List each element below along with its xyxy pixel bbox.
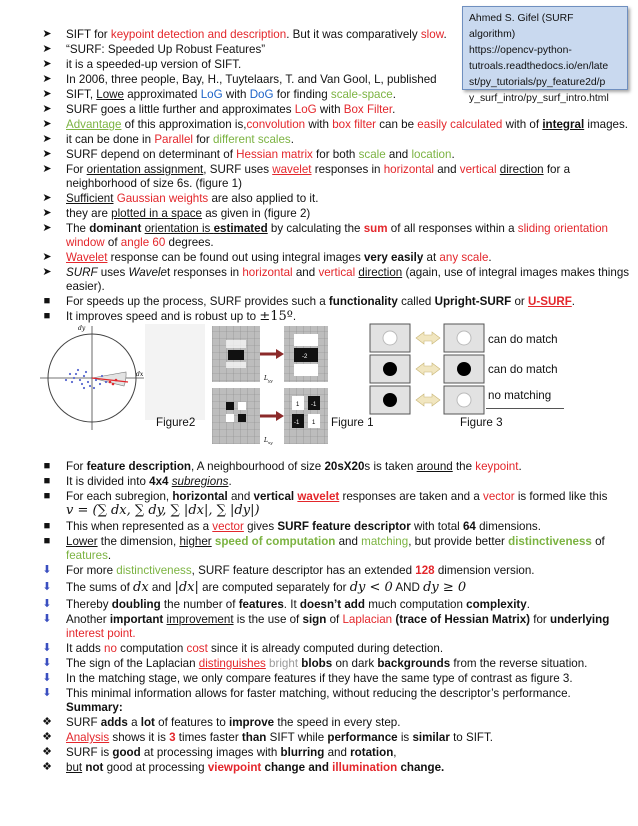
axis-label-dy: dy xyxy=(78,325,86,332)
arrow-bullet-icon: ➤ xyxy=(42,118,52,130)
list-item: SURF adds a lot of features to improve the speed in every step. xyxy=(66,716,401,729)
kernel-light-spot xyxy=(238,402,246,410)
dark-blob-icon xyxy=(383,393,397,407)
dark-blob-icon xyxy=(383,362,397,376)
arrow-right-icon xyxy=(276,349,284,359)
list-item: it can be done in Parallel for different scales. xyxy=(66,133,294,146)
gaussian-xy-kernel xyxy=(212,388,260,444)
list-item: SURF depend on determinant of Hessian matrix for both scale and location. xyxy=(66,148,455,161)
list-item: It improves speed and is robust up to ±15º. xyxy=(66,309,297,324)
kernel-light-spot xyxy=(226,414,234,422)
list-item: For each subregion, horizontal and vertical wavelet responses are taken and a vector is formed like this xyxy=(66,490,608,503)
filter-value: -1 xyxy=(311,402,317,408)
list-item: This minimal information allows for faster matching, without reducing the descriptor’s performance. xyxy=(66,687,571,700)
list-item: SIFT, Lowe approximated LoG with DoG for finding scale-space. xyxy=(66,88,396,101)
arrow-bullet-icon: ➤ xyxy=(42,163,52,175)
box-region xyxy=(294,364,318,376)
list-item: The sums of dx and |dx| are computed separately for dy < 0 AND dy ≥ 0 xyxy=(66,580,467,595)
match-row xyxy=(370,386,484,414)
list-item: Wavelet response can be found out using integral images very easily at any scale. xyxy=(66,251,492,264)
diamond-bullet-icon: ❖ xyxy=(42,731,52,743)
arrow-bullet-icon: ➤ xyxy=(42,73,52,85)
match-label: no matching xyxy=(488,389,552,402)
list-item: The sign of the Laplacian distinguishes bright blobs on dark backgrounds from the reverse situation. xyxy=(66,657,588,670)
figure3-caption: Figure 3 xyxy=(460,416,503,429)
list-item: SURF is good at processing images with blurring and rotation, xyxy=(66,746,397,759)
kernel-light-band xyxy=(226,340,246,348)
blank-figure-panel xyxy=(145,324,205,420)
filter-value: 1 xyxy=(296,402,300,408)
arrow-bullet-icon: ➤ xyxy=(42,207,52,219)
square-bullet-icon: ■ xyxy=(43,490,51,502)
arrow-bullet-icon: ➤ xyxy=(42,88,52,100)
list-item-continuation: features. xyxy=(66,549,112,562)
list-item: This when represented as a vector gives SURF feature descriptor with total 64 dimensions. xyxy=(66,520,541,533)
note-line: st/py_tutorials/py_feature2d/p xyxy=(469,77,606,88)
list-item: For more distinctiveness, SURF feature descriptor has an extended 128 dimension version. xyxy=(66,564,535,577)
arrow-down-bullet-icon: ⬇ xyxy=(42,598,52,610)
arrow-bullet-icon: ➤ xyxy=(42,266,52,278)
list-item: Advantage of this approximation is,convolution with box filter can be easily calculated with of integral images. xyxy=(66,118,629,131)
arrow-bullet-icon: ➤ xyxy=(42,192,52,204)
arrow-down-bullet-icon: ⬇ xyxy=(42,657,52,669)
list-item: Analysis shows it is 3 times faster than SIFT while performance is similar to SIFT. xyxy=(66,731,494,744)
match-label: can do match xyxy=(488,363,558,376)
square-bullet-icon: ■ xyxy=(43,475,51,487)
list-item: Another important improvement is the use of sign of Laplacian (trace of Hessian Matrix) for underlying xyxy=(66,613,610,626)
list-item: SIFT for keypoint detection and description. But it was comparatively slow. xyxy=(66,28,447,41)
list-item: Thereby doubling the number of features. It doesn’t add much computation complexity. xyxy=(66,598,530,611)
arrow-bullet-icon: ➤ xyxy=(42,43,52,55)
list-item-continuation: easier). xyxy=(66,280,105,293)
list-item: but not good at processing viewpoint change and illumination change. xyxy=(66,761,445,774)
diamond-bullet-icon: ❖ xyxy=(42,761,52,773)
list-item: Lower the dimension, higher speed of computation and matching, but provide better distinctiveness of xyxy=(66,535,605,548)
double-arrow-icon xyxy=(416,363,440,375)
list-item: The dominant orientation is estimated by calculating the sum of all responses within a sliding orientation xyxy=(66,222,608,235)
arrow-down-bullet-icon: ⬇ xyxy=(42,613,52,625)
list-item: SURF uses Wavelet responses in horizontal and vertical direction (again, use of integral images makes things xyxy=(66,266,630,279)
note-line: tutroals.readthedocs.io/en/late xyxy=(469,61,609,72)
arrow-down-bullet-icon: ⬇ xyxy=(42,642,52,654)
filter-value: -2 xyxy=(302,354,308,360)
note-line: https://opencv-python- xyxy=(469,45,572,56)
arrow-bullet-icon: ➤ xyxy=(42,251,52,263)
diamond-bullet-icon: ❖ xyxy=(42,746,52,758)
arrow-down-bullet-icon: ⬇ xyxy=(42,564,52,576)
contrast-matching-figure xyxy=(368,322,486,416)
descriptor-formula: v = (∑ dx, ∑ dy, ∑ |dx|, ∑ |dy|) xyxy=(66,503,260,518)
arrow-bullet-icon: ➤ xyxy=(42,148,52,160)
square-bullet-icon: ■ xyxy=(43,310,51,322)
figure1-caption: Figure 1 xyxy=(331,416,374,429)
list-item: they are plotted in a space as given in (figure 2) xyxy=(66,207,311,220)
axis-label-dx: dx xyxy=(136,371,144,378)
bright-blob-icon xyxy=(383,331,397,345)
square-bullet-icon: ■ xyxy=(43,535,51,547)
arrow-bullet-icon: ➤ xyxy=(42,103,52,115)
summary-heading: Summary: xyxy=(66,701,123,714)
lxy-label: $L_{xy}$ xyxy=(264,437,273,445)
arrow-right-icon xyxy=(276,411,284,421)
box-region xyxy=(294,334,318,346)
arrow-down-bullet-icon: ⬇ xyxy=(42,581,52,593)
kernel-dark-spot xyxy=(238,414,246,422)
square-bullet-icon: ■ xyxy=(43,520,51,532)
list-item: For orientation assignment, SURF uses wavelet responses in horizontal and vertical direction for a xyxy=(66,163,571,176)
note-line: y_surf_intro/py_surf_intro.html xyxy=(469,93,609,104)
box-filter-xy xyxy=(284,388,328,444)
filter-value: -1 xyxy=(294,420,300,426)
list-item: It is divided into 4x4 subregions. xyxy=(66,475,232,488)
double-arrow-icon xyxy=(416,394,440,406)
square-bullet-icon: ■ xyxy=(43,295,51,307)
square-bullet-icon: ■ xyxy=(43,460,51,472)
list-item: Sufficient Gaussian weights are also applied to it. xyxy=(66,192,319,205)
divider xyxy=(486,408,564,409)
list-item: For feature description, A neighbourhood of size 20sX20s is taken around the keypoint. xyxy=(66,460,522,473)
list-item-continuation: interest point. xyxy=(66,627,136,640)
arrow-bullet-icon: ➤ xyxy=(42,133,52,145)
list-item: “SURF: Speeded Up Robust Features” xyxy=(66,43,266,56)
double-arrow-icon xyxy=(416,332,440,344)
arrow-down-bullet-icon: ⬇ xyxy=(42,672,52,684)
diamond-bullet-icon: ❖ xyxy=(42,716,52,728)
list-item-continuation: neighborhood of size 6s. (figure 1) xyxy=(66,177,242,190)
orientation-plot-figure xyxy=(36,322,148,432)
list-item: In 2006, three people, Bay, H., Tuytelaars, T. and Van Gool, L, published xyxy=(66,73,437,86)
arrow-bullet-icon: ➤ xyxy=(42,58,52,70)
match-row xyxy=(370,324,484,352)
bright-blob-icon xyxy=(457,331,471,345)
list-item: SURF goes a little further and approximates LoG with Box Filter. xyxy=(66,103,396,116)
dark-blob-icon xyxy=(457,362,471,376)
match-label: can do match xyxy=(488,333,558,346)
bright-blob-icon xyxy=(457,393,471,407)
list-item-continuation: window of angle 60 degrees. xyxy=(66,236,214,249)
lyy-label: $L_{yy}$ xyxy=(264,375,273,383)
filter-value: 1 xyxy=(312,420,316,426)
match-row xyxy=(370,355,484,383)
kernel-dark-spot xyxy=(226,402,234,410)
figure2-caption: Figure2 xyxy=(156,416,196,429)
arrow-bullet-icon: ➤ xyxy=(42,222,52,234)
box-filter-figure xyxy=(212,324,330,452)
arrow-bullet-icon: ➤ xyxy=(42,28,52,40)
note-line: Ahmed S. Gifel (SURF algorithm) xyxy=(469,13,574,40)
list-item: It adds no computation cost since it is already computed during detection. xyxy=(66,642,444,655)
kernel-dark-band xyxy=(228,350,244,360)
kernel-light-band xyxy=(226,362,246,368)
arrow-down-bullet-icon: ⬇ xyxy=(42,687,52,699)
list-item: For speeds up the process, SURF provides such a functionality called Upright-SURF or U-SURF. xyxy=(66,295,576,308)
list-item: it is a speeded-up version of SIFT. xyxy=(66,58,242,71)
list-item: In the matching stage, we only compare features if they have the same type of contrast as figure 3. xyxy=(66,672,573,685)
